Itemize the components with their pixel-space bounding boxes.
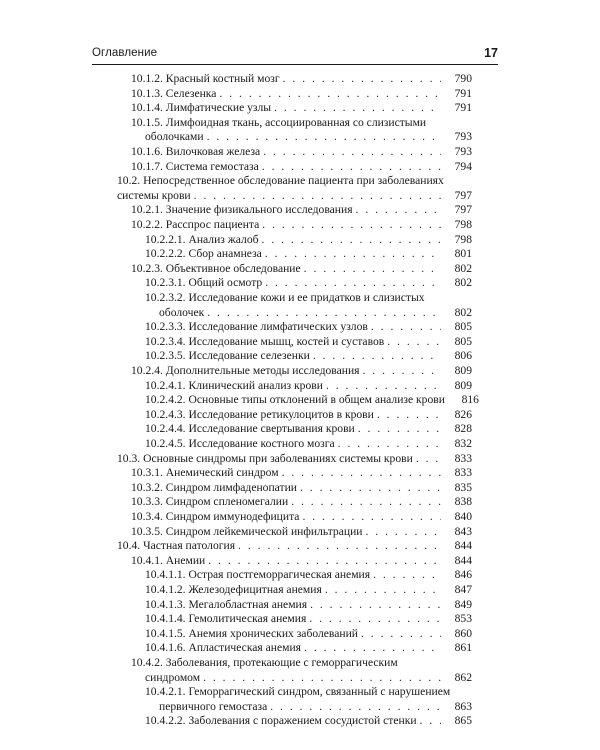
- dot-leader: [291, 495, 441, 510]
- toc-entry-page: 793: [454, 130, 472, 144]
- toc-entry[interactable]: [131, 203, 472, 218]
- toc-entry-title: 10.2.4.1. Клинический анализ крови: [145, 378, 323, 392]
- toc-entry-title: 10.2.2.2. Сбор анамнеза: [145, 247, 262, 261]
- dot-leader: [362, 364, 441, 379]
- toc-entry[interactable]: [145, 247, 472, 262]
- toc-entry[interactable]: [117, 452, 472, 467]
- toc-entry-title: 10.1.2. Красный костный мозг: [131, 72, 280, 85]
- toc-entry-title: 10.2.4.2. Основные типы отклонений в общем анализе крови: [145, 393, 445, 407]
- toc-entry-page: 833: [454, 466, 472, 480]
- toc-entry[interactable]: [117, 539, 472, 554]
- toc-entry[interactable]: [131, 481, 472, 496]
- toc-entry[interactable]: [131, 466, 472, 481]
- toc-entry-title: 10.2.2. Расспрос пациента: [131, 218, 260, 231]
- toc-entry-title: 10.4.2.1. Геморрагический синдром, связанный с нарушением: [145, 685, 451, 699]
- dot-leader: [194, 189, 441, 204]
- toc-entry-title: 10.1.4. Лимфатические узлы: [131, 101, 272, 115]
- toc-entry[interactable]: [131, 87, 472, 102]
- toc-entry-title: 10.3.4. Синдром иммунодефицита: [131, 510, 300, 523]
- dot-leader: [219, 87, 441, 102]
- toc-entry-page: 797: [454, 188, 472, 202]
- dot-leader: [265, 247, 441, 262]
- header-rule: [92, 64, 498, 65]
- dot-leader: [313, 349, 441, 364]
- toc-entry-page: 863: [454, 699, 472, 713]
- dot-leader: [365, 525, 441, 540]
- dot-leader: [262, 233, 441, 248]
- toc-entry-title: 10.2.4.3. Исследование ретикулоцитов в крови: [145, 407, 374, 421]
- toc-entry-title: 10.4.1.3. Мегалобластная анемия: [145, 597, 308, 611]
- toc-entry-title: 10.4. Частная патология: [117, 539, 236, 553]
- dot-leader: [283, 72, 441, 87]
- dot-leader: [420, 714, 441, 729]
- dot-leader: [300, 481, 441, 496]
- toc-entry-title: 10.3. Основные синдромы при заболеваниях системы крови: [117, 451, 413, 465]
- toc-entry-title: 10.2.3.3. Исследование лимфатических узлов: [145, 320, 368, 334]
- dot-leader: [387, 335, 441, 350]
- toc-entry-title: 10.2.3.4. Исследование мышц, костей и суставов: [145, 334, 385, 348]
- dot-leader: [263, 145, 441, 160]
- toc-entry[interactable]: [145, 641, 472, 656]
- toc-entry[interactable]: [131, 116, 472, 145]
- dot-leader: [326, 379, 441, 394]
- toc-entry-title: 10.2.3. Объективное обследование: [131, 261, 301, 275]
- dot-leader: [310, 598, 441, 613]
- toc-entry-title: 10.2.3.5. Исследование селезенки: [145, 349, 310, 363]
- toc-entry[interactable]: [131, 510, 472, 525]
- toc-entry-page: 809: [454, 364, 472, 377]
- toc-entry[interactable]: [145, 393, 479, 408]
- toc-entry[interactable]: [145, 437, 472, 452]
- toc-entry-page: 844: [454, 553, 472, 567]
- toc-entry-title: 10.2. Непосредственное обследование пациента при заболеваниях: [117, 174, 444, 188]
- toc-entry-page: 794: [454, 159, 472, 173]
- toc-entry-page: 853: [454, 612, 472, 626]
- toc-entry-title: 10.4.1.4. Гемолитическая анемия: [145, 612, 307, 626]
- dot-leader: [207, 306, 441, 321]
- toc-entry-page: 805: [454, 334, 472, 348]
- toc-entry-title: 10.4.1.1. Острая постгеморрагическая анемия: [145, 568, 371, 582]
- toc-entry-page: 801: [454, 247, 472, 261]
- toc-entry[interactable]: [131, 554, 472, 569]
- toc-entry-title: 10.2.4. Дополнительные методы исследования: [131, 364, 360, 377]
- toc-entry-page: 802: [454, 305, 472, 319]
- toc-entry[interactable]: [145, 598, 472, 613]
- toc-entry[interactable]: [145, 276, 472, 291]
- toc-entry-page: 832: [454, 437, 472, 450]
- toc-entry[interactable]: [131, 364, 472, 379]
- toc-entry[interactable]: [131, 525, 472, 540]
- toc-entry-title-cont: оболочек: [159, 305, 205, 319]
- toc-entry-title: 10.1.3. Селезенка: [131, 86, 217, 100]
- toc-entry[interactable]: [145, 568, 472, 583]
- toc-entry[interactable]: [131, 72, 472, 87]
- running-header: [92, 47, 498, 63]
- toc-entry[interactable]: [145, 349, 472, 364]
- dot-leader: [262, 218, 441, 233]
- toc-entry-title: 10.3.2. Синдром лимфаденопатии: [131, 480, 297, 494]
- running-header-title: Оглавление: [92, 47, 158, 59]
- dot-leader: [373, 568, 441, 583]
- toc-entry-title: 10.1.5. Лимфоидная ткань, ассоциированная со слизистыми: [131, 115, 427, 129]
- dot-leader: [304, 641, 441, 656]
- toc-entry-page: 802: [454, 276, 472, 290]
- toc-entry-title: 10.3.1. Анемический синдром: [131, 466, 279, 480]
- toc-entry-page: 861: [454, 641, 472, 655]
- dot-leader: [325, 583, 441, 598]
- dot-leader: [309, 612, 441, 627]
- toc-entry-title: 10.4.1. Анемии: [131, 553, 206, 567]
- dot-leader: [377, 408, 441, 423]
- dot-leader: [338, 437, 441, 452]
- toc-entry[interactable]: [117, 174, 472, 203]
- toc-entry[interactable]: [145, 233, 472, 248]
- toc-entry-title-cont: первичного гемостаза: [159, 699, 268, 713]
- dot-leader: [270, 700, 441, 715]
- toc-entry[interactable]: [145, 320, 472, 335]
- toc-entry[interactable]: [131, 218, 472, 233]
- toc-entry-title: 10.2.4.4. Исследование свертывания крови: [145, 422, 355, 436]
- toc-entry[interactable]: [145, 422, 472, 437]
- toc-entry-title-cont: системы крови: [117, 188, 191, 202]
- toc-entry-title: 10.4.2. Заболевания, протекающие с геморрагическим: [131, 656, 398, 669]
- toc-entry-page: 847: [454, 583, 472, 596]
- toc-entry-page: 798: [454, 232, 472, 246]
- toc-entry[interactable]: [145, 627, 472, 642]
- page-number: 17: [484, 46, 498, 60]
- toc-entry-page: 860: [454, 626, 472, 640]
- toc-entry-page: 833: [454, 451, 472, 465]
- toc-entry[interactable]: [145, 612, 472, 627]
- toc-entry-page: 849: [454, 597, 472, 611]
- toc-entry-title: 10.4.1.2. Железодефицитная анемия: [145, 583, 322, 596]
- dot-leader: [282, 466, 441, 481]
- toc-entry-page: 844: [454, 539, 472, 553]
- toc-entry[interactable]: [131, 101, 472, 116]
- toc-entry-page: 802: [454, 261, 472, 275]
- toc-entry[interactable]: [145, 291, 472, 320]
- dot-leader: [302, 510, 441, 525]
- toc-entry[interactable]: [131, 495, 472, 510]
- toc-entry-page: 816: [461, 393, 479, 407]
- toc-entry[interactable]: [131, 656, 472, 685]
- toc-entry-page: 840: [454, 510, 472, 523]
- toc-entry[interactable]: [145, 714, 472, 729]
- dot-leader: [262, 160, 441, 175]
- dot-leader: [274, 101, 441, 116]
- toc-entry-title: 10.2.2.1. Анализ жалоб: [145, 232, 259, 246]
- toc-entry-title-cont: оболочками: [145, 130, 204, 144]
- dot-leader: [203, 671, 441, 686]
- toc-entry-title: 10.3.5. Синдром лейкемической инфильтрации: [131, 524, 363, 538]
- toc-entry-page: 793: [454, 145, 472, 158]
- toc-entry-page: 797: [454, 203, 472, 217]
- dot-leader: [416, 452, 441, 467]
- toc-entry-title: 10.4.1.5. Анемия хронических заболеваний: [145, 626, 358, 640]
- dot-leader: [361, 627, 441, 642]
- toc-entry-page: 838: [454, 495, 472, 509]
- toc-entry-title: 10.2.1. Значение физикального исследования: [131, 203, 353, 217]
- toc-entry[interactable]: [145, 408, 472, 423]
- dot-leader: [371, 320, 441, 335]
- toc-entry[interactable]: [145, 335, 472, 350]
- toc-entry-page: 809: [454, 378, 472, 392]
- toc-entry-title: 10.4.1.6. Апластическая анемия: [145, 641, 302, 655]
- toc-entry-page: 846: [454, 568, 472, 582]
- toc-entry[interactable]: [145, 685, 472, 714]
- dot-leader: [207, 130, 441, 145]
- toc-entry-page: 806: [454, 349, 472, 363]
- toc-entry-title: 10.2.3.1. Общий осмотр: [145, 276, 263, 290]
- toc-entry-page: 805: [454, 320, 472, 334]
- toc-entry-page: 790: [454, 72, 472, 85]
- dot-leader: [356, 203, 441, 218]
- toc-entry-page: 828: [454, 422, 472, 436]
- toc-entry-page: 835: [454, 480, 472, 494]
- toc-entry-title: 10.4.2.2. Заболевания с поражением сосудистой стенки: [145, 714, 417, 728]
- toc-entry-title-cont: синдромом: [145, 670, 201, 684]
- toc-entry-title: 10.1.6. Вилочковая железа: [131, 145, 261, 158]
- toc-entry-page: 862: [454, 670, 472, 684]
- dot-leader: [265, 276, 441, 291]
- toc-entry-page: 791: [454, 101, 472, 115]
- toc-entry-title: 10.3.3. Синдром спленомегалии: [131, 495, 289, 509]
- toc-entry[interactable]: [131, 160, 472, 175]
- toc-entry[interactable]: [131, 262, 472, 277]
- dot-leader: [304, 262, 441, 277]
- toc-entry[interactable]: [131, 145, 472, 160]
- dot-leader: [358, 422, 441, 437]
- toc-entry-page: 826: [454, 407, 472, 421]
- toc-entry[interactable]: [145, 379, 472, 394]
- dot-leader: [238, 539, 441, 554]
- toc-entry-page: 798: [454, 218, 472, 231]
- toc-entry-page: 865: [454, 714, 472, 728]
- toc-entry-title: 10.1.7. Система гемостаза: [131, 159, 259, 173]
- toc-entry[interactable]: [145, 583, 472, 598]
- dot-leader: [208, 554, 441, 569]
- toc-entry-page: 791: [454, 86, 472, 100]
- toc-entry-title: 10.2.4.5. Исследование костного мозга: [145, 437, 335, 450]
- toc-entry-page: 843: [454, 524, 472, 538]
- toc-entry-title: 10.2.3.2. Исследование кожи и ее придатков и слизистых: [145, 291, 425, 304]
